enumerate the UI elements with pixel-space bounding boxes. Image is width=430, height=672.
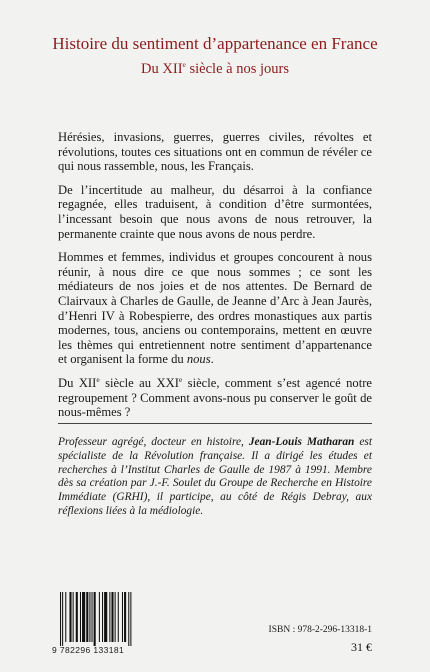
isbn: ISBN : 978-2-296-13318-1: [268, 625, 372, 635]
section-divider: [58, 423, 372, 424]
blurb-paragraph-3-text: Hommes et femmes, individus et groupes concourent à nous réunir, à nous dire ce que nous sommes ; ce sont les médiateurs de nos joies et de nos attentes. De Bernard de Clairvaux à Charles de Gaulle, de Jeanne d’Arc à Jean Jaurès, d’Henri IV à Robespierre, des ordres monastiques aux partis modernes, tous, anciens ou contemporains, mettent en œuvre les thèmes qui entretiennent notre sentiment d’appartenance et organisent la forme du: [58, 250, 372, 367]
blurb-paragraph-2: De l’incertitude au malheur, du désarroi à la confiance regagnée, elles traduisent, à condition d’être surmontées, l’incessant besoin que nous avons de nous retrouver, la permanente crainte que nous avons de nous perdre.: [58, 182, 372, 241]
barcode-bar: [76, 592, 78, 642]
blurb-paragraph-3-end: .: [210, 352, 214, 367]
subtitle-century: XII: [162, 61, 183, 77]
barcode-bar: [109, 592, 110, 642]
blurb-paragraph-3-emphasis: nous: [186, 352, 211, 367]
barcode-bar: [111, 592, 113, 642]
barcode-bar: [94, 592, 96, 646]
subtitle-suffix: siècle à nos jours: [185, 61, 289, 77]
blurb-paragraph-4-b: siècle au XXI: [99, 375, 179, 390]
barcode-bar: [99, 592, 100, 642]
barcode-bar: [122, 592, 123, 642]
blurb-paragraph-4: [58, 376, 372, 420]
barcode-bar: [86, 592, 88, 642]
barcode: [58, 592, 162, 646]
blurb-paragraph-4-sup-2: e: [178, 374, 183, 384]
blurb-paragraph-4-sup-1: e: [96, 374, 100, 384]
barcode-bar: [102, 592, 103, 642]
barcode-bar: [104, 592, 107, 642]
barcode-bar: [124, 592, 126, 642]
barcode-bar: [82, 592, 85, 642]
blurb-paragraph-3: [58, 250, 372, 367]
barcode-bar: [92, 592, 93, 642]
barcode-bar: [60, 592, 61, 646]
blurb-paragraph-1: Hérésies, invasions, guerres, guerres civiles, révoltes et révolutions, toutes ces situations ont en commun de révéler ce qui nous rassemble, nous, les Français.: [58, 130, 372, 174]
subtitle-prefix: Du: [141, 61, 163, 77]
blurb-paragraph-4-c: siècle, comment s’est agencé notre regroupement ? Comment avons-nous pu conserver le goût de nous-mêmes ?: [58, 375, 372, 420]
author-bio: [58, 436, 372, 519]
barcode-bar: [115, 592, 116, 642]
author-name: Jean-Louis Matharan: [248, 436, 355, 448]
barcode-bar: [62, 592, 63, 646]
barcode-bar: [65, 592, 66, 642]
blurb-text: [58, 130, 372, 429]
barcode-bar: [73, 592, 74, 642]
barcode-bar: [118, 592, 119, 642]
barcode-bar: [69, 592, 71, 642]
book-subtitle: [0, 60, 430, 78]
barcode-bar: [128, 592, 129, 646]
bio-intro: Professeur agrégé, docteur en histoire,: [58, 436, 249, 448]
barcode-bar: [80, 592, 81, 642]
blurb-paragraph-4-a: Du XII: [58, 375, 97, 390]
subtitle-century-suffix: e: [182, 60, 186, 70]
price: 31 €: [351, 640, 372, 654]
barcode-bar: [130, 592, 131, 646]
barcode-bar: [89, 592, 90, 642]
book-title: Histoire du sentiment d’appartenance en France: [52, 34, 378, 53]
bio-text: est spécialiste de la Révolution française. Il a dirigé les études et recherches à l’Institut Charles de Gaulle de 1987 à 1991. Membre dès sa création par J.-F. Soulet du Groupe de Recherche en Histoire Immédiate (GRHI), il participe, au côté de Régis Debray, aux réflexions liées à la médiologie.: [58, 436, 372, 517]
barcode-digits: 9 782296 133181: [52, 645, 125, 655]
